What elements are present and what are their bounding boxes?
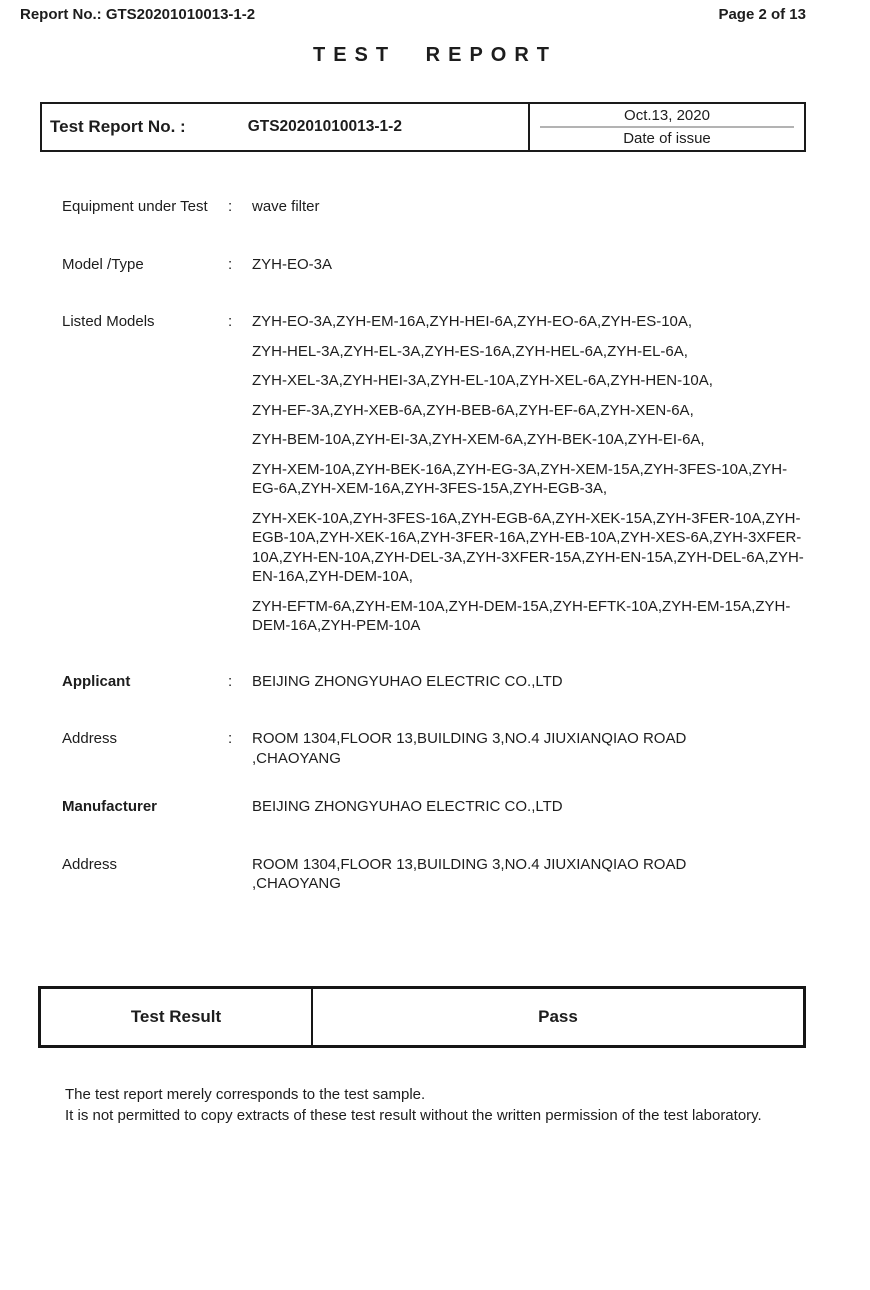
field-colon <box>228 855 252 894</box>
test-result-value-cell: Pass <box>538 1006 578 1026</box>
listed-models-value <box>252 312 810 646</box>
listed-models-paragraph: ZYH-EFTM-6A,ZYH-EM-10A,ZYH-DEM-15A,ZYH-EFTK-10A,ZYH-EM-15A,ZYH-DEM-16A,ZYH-PEM-10A <box>252 597 791 634</box>
field-label: Manufacturer <box>62 798 158 815</box>
field-value: BEIJING ZHONGYUHAO ELECTRIC CO.,LTD <box>252 672 563 690</box>
field-row-model-type <box>62 255 810 275</box>
disclaimer-note <box>65 1084 830 1127</box>
report-number-table <box>40 102 806 152</box>
field-row-manufacturer-address <box>62 855 810 894</box>
field-value: ZYH-EO-3A <box>252 255 333 273</box>
listed-models-paragraph: ZYH-XEK-10A,ZYH-3FES-16A,ZYH-EGB-6A,ZYH-XEK-15A,ZYH-3FER-10A,ZYH-EGB-10A,ZYH-XEK-16A,ZYH-3FER-16A,ZYH-EB-10A,ZYH-XES-6A,ZYH-3XFER-10A,ZYH-EN-10A,ZYH-DEL-3A,ZYH-3XFER-15A,ZYH-EN-15A,ZYH-DEL-6A,ZYH-EN-16A,ZYH-DEM-10A, <box>252 509 804 585</box>
field-label: Equipment under Test <box>62 198 208 215</box>
field-colon <box>228 797 252 817</box>
disclaimer-line-2: It is not permitted to copy extracts of these test result without the written permission of the test laboratory. <box>65 1107 762 1124</box>
report-number-cell <box>42 104 530 150</box>
field-colon: : <box>228 255 233 273</box>
listed-models-paragraph: ZYH-EO-3A,ZYH-EM-16A,ZYH-HEI-6A,ZYH-EO-6A,ZYH-ES-10A, <box>252 313 693 330</box>
header-report-number: Report No.: GTS20201010013-1-2 <box>20 6 256 23</box>
field-row-applicant <box>62 672 810 692</box>
listed-models-paragraph: ZYH-XEL-3A,ZYH-HEI-3A,ZYH-EL-10A,ZYH-XEL-6A,ZYH-HEN-10A, <box>252 372 713 389</box>
listed-models-paragraph: ZYH-HEL-3A,ZYH-EL-3A,ZYH-ES-16A,ZYH-HEL-6A,ZYH-EL-6A, <box>252 342 688 360</box>
test-result-table <box>38 986 806 1048</box>
field-label: Listed Models <box>62 313 155 330</box>
field-value: BEIJING ZHONGYUHAO ELECTRIC CO.,LTD <box>252 798 563 815</box>
listed-models-paragraph: ZYH-XEM-10A,ZYH-BEK-16A,ZYH-EG-3A,ZYH-XEM-15A,ZYH-3FES-10A,ZYH-EG-6A,ZYH-XEM-16A,ZYH-3FES-15A,ZYH-EGB-3A, <box>252 460 788 497</box>
field-value: ROOM 1304,FLOOR 13,BUILDING 3,NO.4 JIUXIANQIAO ROAD ,CHAOYANG <box>252 730 687 767</box>
field-rows <box>0 197 870 894</box>
listed-models-paragraph: ZYH-BEM-10A,ZYH-EI-3A,ZYH-XEM-6A,ZYH-BEK-10A,ZYH-EI-6A, <box>252 431 705 448</box>
page-header <box>0 0 870 23</box>
field-colon: : <box>228 730 233 747</box>
field-label: Address <box>62 855 118 873</box>
issue-date-value: Oct.13, 2020 <box>624 107 710 124</box>
field-row-equipment-under-test <box>62 197 810 217</box>
field-colon: : <box>228 672 233 690</box>
test-result-label-cell: Test Result <box>41 989 313 1045</box>
disclaimer-line-1: The test report merely corresponds to the test sample. <box>65 1085 426 1103</box>
header-page-indicator: Page 2 of 13 <box>718 6 806 23</box>
field-value: ROOM 1304,FLOOR 13,BUILDING 3,NO.4 JIUXIANQIAO ROAD ,CHAOYANG <box>252 855 687 892</box>
field-label: Model /Type <box>62 255 144 273</box>
report-number-label: Test Report No. : <box>50 117 186 136</box>
date-of-issue-cell <box>530 104 804 150</box>
issue-date-label: Date of issue <box>623 130 711 147</box>
field-row-applicant-address <box>62 729 810 768</box>
field-colon: : <box>228 313 233 330</box>
field-row-manufacturer <box>62 797 810 817</box>
field-label: Address <box>62 730 118 747</box>
field-value: wave filter <box>252 198 320 215</box>
document-title: TEST REPORT <box>312 44 557 66</box>
field-colon: : <box>228 198 233 215</box>
report-number-value: GTS20201010013-1-2 <box>247 118 402 135</box>
field-label: Applicant <box>62 672 131 690</box>
listed-models-paragraph: ZYH-EF-3A,ZYH-XEB-6A,ZYH-BEB-6A,ZYH-EF-6A,ZYH-XEN-6A, <box>252 401 694 419</box>
date-divider <box>540 126 795 128</box>
field-row-listed-models <box>62 312 810 646</box>
